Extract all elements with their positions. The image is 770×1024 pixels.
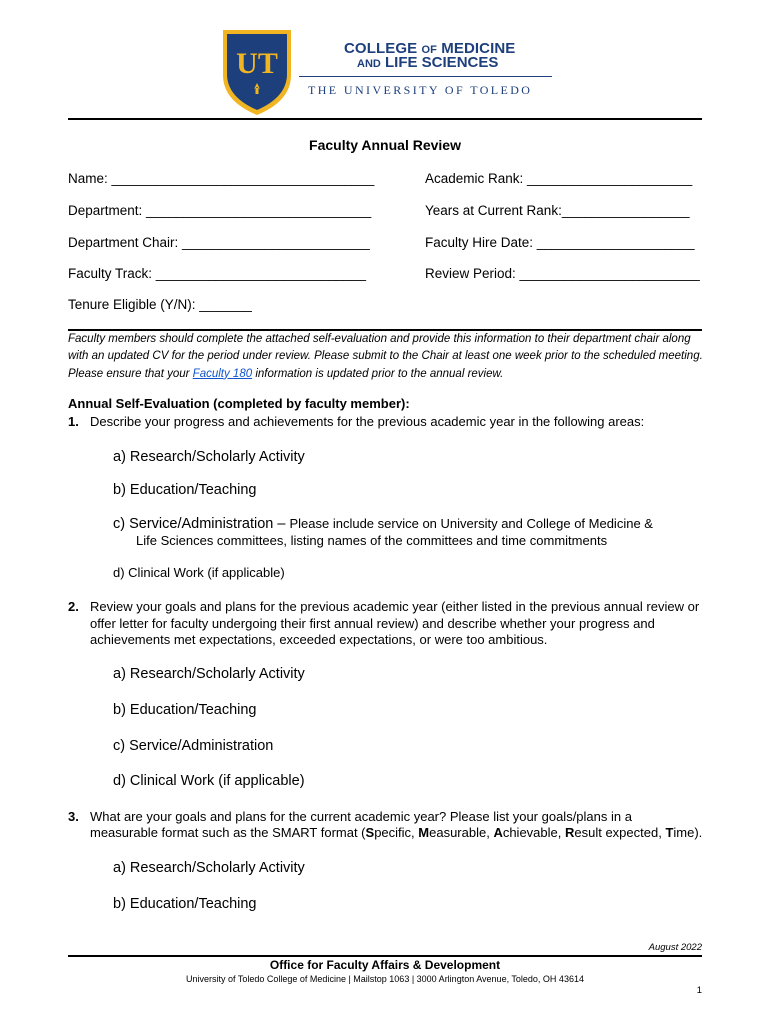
name-field[interactable]: Name: ___________________________________ xyxy=(68,171,375,186)
question-3-line1: What are your goals and plans for the current academic year? Please list your goals/plans in a xyxy=(90,809,632,824)
faculty-hire-date-field[interactable]: Faculty Hire Date: _____________________ xyxy=(425,235,695,250)
department-field[interactable]: Department: ______________________________ xyxy=(68,203,372,218)
question-2-line2: offer letter for faculty undergoing their first annual review) and describe whether your progress and xyxy=(90,616,655,631)
q1-item-clinical: d) Clinical Work (if applicable) xyxy=(113,565,285,580)
question-2-number: 2. xyxy=(68,599,79,614)
q2-item-education: b) Education/Teaching xyxy=(113,702,257,718)
university-name: THE UNIVERSITY OF TOLEDO xyxy=(308,83,533,97)
question-2-line3: achievements met expectations, exceeded expectations, or were too ambitious. xyxy=(90,632,548,647)
faculty-track-field[interactable]: Faculty Track: ____________________________ xyxy=(68,266,366,281)
q3-item-research: a) Research/Scholarly Activity xyxy=(113,860,305,876)
q2-item-clinical: d) Clinical Work (if applicable) xyxy=(113,773,305,789)
q1-item-education: b) Education/Teaching xyxy=(113,482,257,498)
top-rule xyxy=(68,118,702,120)
section-heading: Annual Self-Evaluation (completed by faculty member): xyxy=(68,396,410,411)
question-1-number: 1. xyxy=(68,414,79,429)
q2-item-research: a) Research/Scholarly Activity xyxy=(113,666,305,682)
years-current-rank-field[interactable]: Years at Current Rank:_________________ xyxy=(425,203,690,218)
university-shield-logo xyxy=(219,27,295,117)
revision-date: August 2022 xyxy=(648,942,702,953)
q2-item-service: c) Service/Administration xyxy=(113,738,274,754)
header-divider xyxy=(299,76,552,77)
q1-item-research: a) Research/Scholarly Activity xyxy=(113,449,305,465)
review-period-field[interactable]: Review Period: ________________________ xyxy=(425,266,700,281)
intro-instructions: Faculty members should complete the attached self-evaluation and provide this information to their department chair along with an updated CV for the period under review. Please submit to the Chair at least one week prior to the scheduled meeting. Please ensure that your Faculty 180 information is updated prior to the annual review. xyxy=(68,333,703,380)
q1-item-service: c) Service/Administration – Please include service on University and College of Medicine & xyxy=(113,516,653,532)
question-3-number: 3. xyxy=(68,809,79,824)
q1-item-service-note: Life Sciences committees, listing names of the committees and time commitments xyxy=(136,533,608,548)
footer-divider xyxy=(68,955,702,957)
college-name-line2: AND LIFE SCIENCES xyxy=(357,54,499,71)
question-3-line2: measurable format such as the SMART format (Specific, Measurable, Achievable, Result expected, Time). xyxy=(90,825,703,840)
department-chair-field[interactable]: Department Chair: _________________________ xyxy=(68,235,370,250)
q3-item-education: b) Education/Teaching xyxy=(113,896,257,912)
question-2-line1: Review your goals and plans for the previous academic year (either listed in the previous annual review or xyxy=(90,599,700,614)
tenure-eligible-field[interactable]: Tenure Eligible (Y/N): _______ xyxy=(68,297,252,312)
footer-address: University of Toledo College of Medicine | Mailstop 1063 | 3000 Arlington Avenue, Toledo, OH 43614 xyxy=(186,974,584,984)
svg-text:UT: UT xyxy=(236,47,278,80)
question-1-text: Describe your progress and achievements for the previous academic year in the following areas: xyxy=(90,414,645,429)
faculty-180-link[interactable]: Faculty 180 xyxy=(192,367,253,380)
footer-office-name: Office for Faculty Affairs & Development xyxy=(269,958,501,972)
academic-rank-field[interactable]: Academic Rank: ______________________ xyxy=(425,171,693,186)
college-name-line1: COLLEGE OF MEDICINE xyxy=(344,40,516,57)
page-number: 1 xyxy=(696,985,702,996)
page-title: Faculty Annual Review xyxy=(309,137,461,153)
